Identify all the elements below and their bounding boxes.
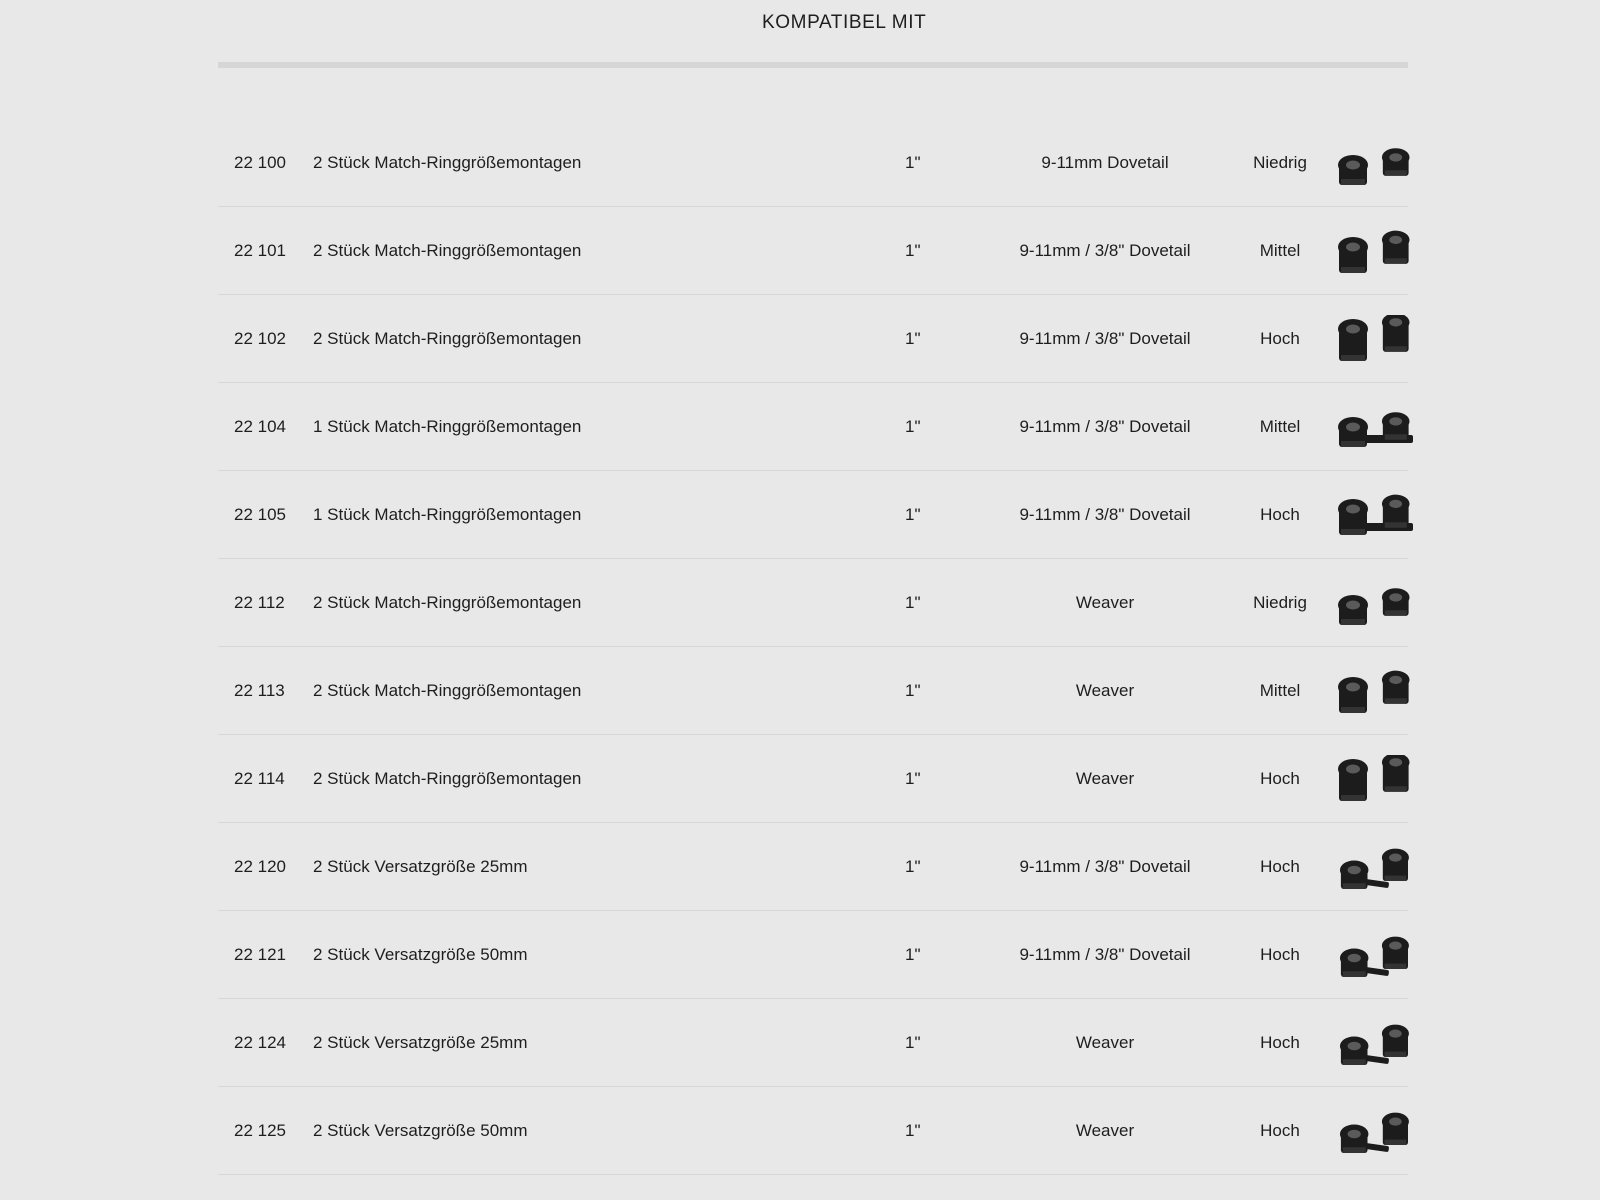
ring-size: 1" [905, 153, 921, 172]
product-description: 2 Stück Match-Ringgrößemontagen [313, 769, 582, 788]
table-row [218, 207, 1408, 295]
mount-height: Hoch [1260, 1033, 1300, 1052]
product-description: 2 Stück Match-Ringgrößemontagen [313, 681, 582, 700]
mount-type: 9-11mm Dovetail [1041, 153, 1169, 172]
mount-height: Hoch [1260, 1121, 1300, 1140]
two-piece-weaver-mount-high-icon [1268, 735, 1488, 822]
table-row [218, 735, 1408, 823]
product-description: 2 Stück Versatzgröße 50mm [313, 1121, 528, 1140]
ring-size: 1" [905, 1033, 921, 1052]
table-row [218, 647, 1408, 735]
mount-type: 9-11mm / 3/8" Dovetail [1019, 241, 1191, 260]
offset-mount-50mm-icon [1268, 911, 1488, 998]
mount-type: 9-11mm / 3/8" Dovetail [1019, 945, 1191, 964]
product-code: 22 104 [234, 417, 286, 436]
two-piece-ring-mount-high-icon [1268, 295, 1488, 382]
product-code: 22 100 [234, 153, 286, 172]
mount-type: Weaver [1075, 681, 1135, 700]
mount-height: Mittel [1259, 681, 1301, 700]
two-piece-weaver-mount-medium-icon [1268, 647, 1488, 734]
ring-size: 1" [905, 593, 921, 612]
mount-type: Weaver [1075, 769, 1135, 788]
mount-height: Mittel [1259, 417, 1301, 436]
table-row [218, 823, 1408, 911]
two-piece-weaver-mount-low-icon [1268, 559, 1488, 646]
table-row [218, 119, 1408, 207]
product-code: 22 102 [234, 329, 286, 348]
product-code: 22 121 [234, 945, 286, 964]
ring-size: 1" [905, 945, 921, 964]
product-description: 2 Stück Match-Ringgrößemontagen [313, 241, 582, 260]
product-description: 1 Stück Match-Ringgrößemontagen [313, 417, 582, 436]
two-piece-ring-mount-medium-icon [1268, 207, 1488, 294]
offset-mount-25mm-icon [1268, 823, 1488, 910]
section-title: KOMPATIBEL MIT [762, 12, 927, 33]
table-row [218, 911, 1408, 999]
product-description: 2 Stück Match-Ringgrößemontagen [313, 593, 582, 612]
product-description: 2 Stück Versatzgröße 25mm [313, 857, 528, 876]
compatibility-header [218, 0, 1408, 68]
product-code: 22 124 [234, 1033, 286, 1052]
mount-height: Hoch [1260, 505, 1300, 524]
offset-weaver-mount-50mm-icon [1268, 1087, 1488, 1174]
mount-height: Niedrig [1253, 153, 1307, 172]
product-table [218, 119, 1408, 1175]
product-code: 22 125 [234, 1121, 286, 1140]
mount-type: 9-11mm / 3/8" Dovetail [1019, 329, 1191, 348]
mount-type: 9-11mm / 3/8" Dovetail [1019, 857, 1191, 876]
mount-type: Weaver [1075, 1121, 1135, 1140]
table-row [218, 559, 1408, 647]
ring-size: 1" [905, 329, 921, 348]
product-description: 2 Stück Match-Ringgrößemontagen [313, 153, 582, 172]
product-description: 2 Stück Versatzgröße 25mm [313, 1033, 528, 1052]
ring-size: 1" [905, 681, 921, 700]
product-code: 22 114 [234, 769, 285, 788]
mount-type: 9-11mm / 3/8" Dovetail [1019, 505, 1191, 524]
product-code: 22 101 [234, 241, 286, 260]
product-description: 2 Stück Versatzgröße 50mm [313, 945, 528, 964]
mount-type: Weaver [1075, 1033, 1135, 1052]
mount-height: Niedrig [1253, 593, 1307, 612]
product-code: 22 113 [234, 681, 285, 700]
mount-height: Hoch [1260, 857, 1300, 876]
product-code: 22 105 [234, 505, 286, 524]
table-row [218, 999, 1408, 1087]
mount-height: Hoch [1260, 945, 1300, 964]
ring-size: 1" [905, 417, 921, 436]
product-description: 1 Stück Match-Ringgrößemontagen [313, 505, 582, 524]
table-row [218, 295, 1408, 383]
mount-height: Mittel [1259, 241, 1301, 260]
product-description: 2 Stück Match-Ringgrößemontagen [313, 329, 582, 348]
mount-height: Hoch [1260, 329, 1300, 348]
product-code: 22 120 [234, 857, 286, 876]
product-code: 22 112 [234, 593, 285, 612]
one-piece-ring-mount-high-icon [1268, 471, 1488, 558]
one-piece-ring-mount-medium-icon [1268, 383, 1488, 470]
table-row [218, 1087, 1408, 1175]
table-row [218, 471, 1408, 559]
table-row [218, 383, 1408, 471]
ring-size: 1" [905, 769, 921, 788]
ring-size: 1" [905, 1121, 921, 1140]
offset-weaver-mount-25mm-icon [1268, 999, 1488, 1086]
ring-size: 1" [905, 857, 921, 876]
ring-size: 1" [905, 241, 921, 260]
mount-height: Hoch [1260, 769, 1300, 788]
mount-type: 9-11mm / 3/8" Dovetail [1019, 417, 1191, 436]
two-piece-ring-mount-low-icon [1268, 119, 1488, 206]
mount-type: Weaver [1075, 593, 1135, 612]
header-divider [218, 62, 1408, 68]
ring-size: 1" [905, 505, 921, 524]
